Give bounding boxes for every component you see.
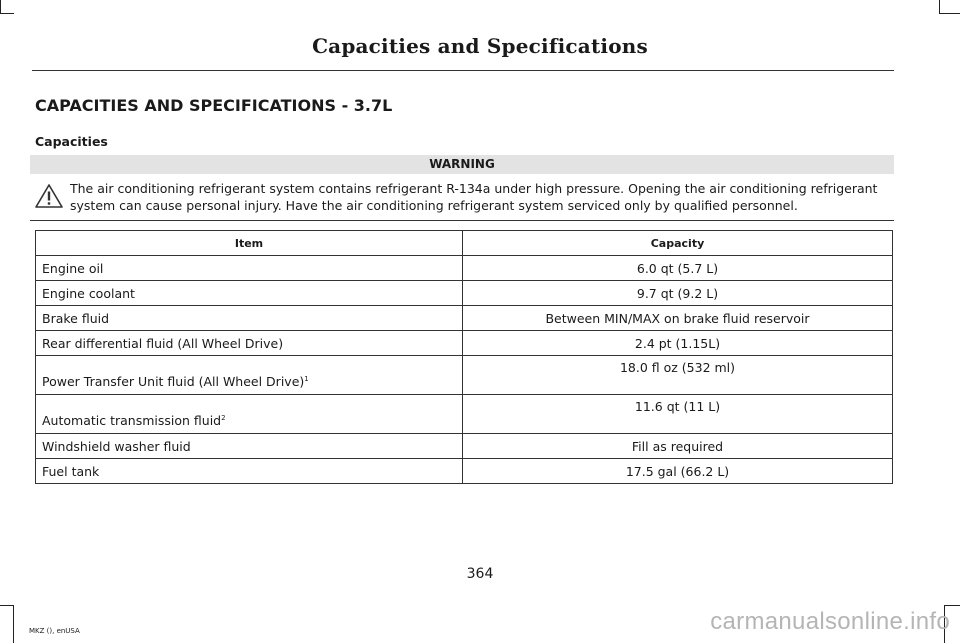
footnote-marker: 2	[221, 413, 226, 422]
item-cell	[36, 281, 463, 306]
item-label: Engine coolant	[42, 285, 135, 301]
item-cell	[36, 306, 463, 331]
item-label: Automatic transmission fluid	[42, 413, 222, 428]
column-header-item: Item	[36, 231, 463, 256]
item-cell	[36, 434, 463, 459]
table-row	[36, 459, 893, 484]
column-header-capacity: Capacity	[463, 231, 893, 256]
crop-mark	[13, 605, 14, 643]
capacity-cell: 2.4 pt (1.15L)	[463, 331, 893, 356]
item-cell	[36, 331, 463, 356]
watermark: carmanualsonline.info	[710, 608, 950, 635]
crop-mark	[0, 0, 1, 14]
document-code: MKZ (), enUSA	[29, 627, 80, 635]
capacity-cell: Fill as required	[463, 434, 893, 459]
page-number: 364	[466, 566, 494, 582]
capacities-table	[35, 230, 893, 484]
table-header-row	[36, 231, 893, 256]
item-label: Windshield washer fluid	[42, 438, 191, 454]
warning-text: The air conditioning refrigerant system contains refrigerant R-134a under high pressure. Opening the air conditioning refrigerant system can cause personal injury. Have the air conditioning refrigerant system serviced only by qualified personnel.	[70, 181, 878, 213]
capacity-cell: 6.0 qt (5.7 L)	[463, 256, 893, 281]
crop-mark	[944, 605, 960, 606]
item-cell	[36, 356, 463, 395]
item-label: Fuel tank	[42, 463, 100, 479]
warning-divider	[30, 220, 894, 221]
warning-body	[30, 174, 894, 220]
warning-triangle-icon	[34, 183, 64, 213]
section-title: CAPACITIES AND SPECIFICATIONS - 3.7L	[35, 96, 393, 115]
table-row	[36, 356, 893, 395]
table-row	[36, 331, 893, 356]
item-label: Engine oil	[42, 260, 104, 276]
capacity-cell: Between MIN/MAX on brake fluid reservoir	[463, 306, 893, 331]
table-row	[36, 281, 893, 306]
item-label: Power Transfer Unit fluid (All Wheel Drive)	[42, 374, 305, 389]
table-row	[36, 395, 893, 434]
footnote-marker: 1	[304, 374, 309, 383]
capacity-cell: 11.6 qt (11 L)	[463, 395, 893, 434]
page-header-title: Capacities and Specifications	[312, 34, 648, 58]
capacity-cell: 17.5 gal (66.2 L)	[463, 459, 893, 484]
item-label: Rear differential fluid (All Wheel Drive)	[42, 335, 284, 351]
crop-mark	[0, 13, 14, 14]
table-row	[36, 256, 893, 281]
item-cell	[36, 459, 463, 484]
header-divider	[32, 70, 894, 71]
crop-mark	[939, 13, 960, 14]
crop-mark	[939, 0, 940, 14]
crop-mark	[0, 605, 14, 606]
item-label: Brake fluid	[42, 310, 110, 326]
subsection-title: Capacities	[35, 134, 108, 149]
warning-box	[30, 155, 894, 221]
item-cell	[36, 395, 463, 434]
warning-heading: WARNING	[30, 155, 894, 174]
table-row	[36, 434, 893, 459]
capacity-cell: 9.7 qt (9.2 L)	[463, 281, 893, 306]
item-cell	[36, 256, 463, 281]
capacity-cell: 18.0 fl oz (532 ml)	[463, 356, 893, 395]
table-row	[36, 306, 893, 331]
